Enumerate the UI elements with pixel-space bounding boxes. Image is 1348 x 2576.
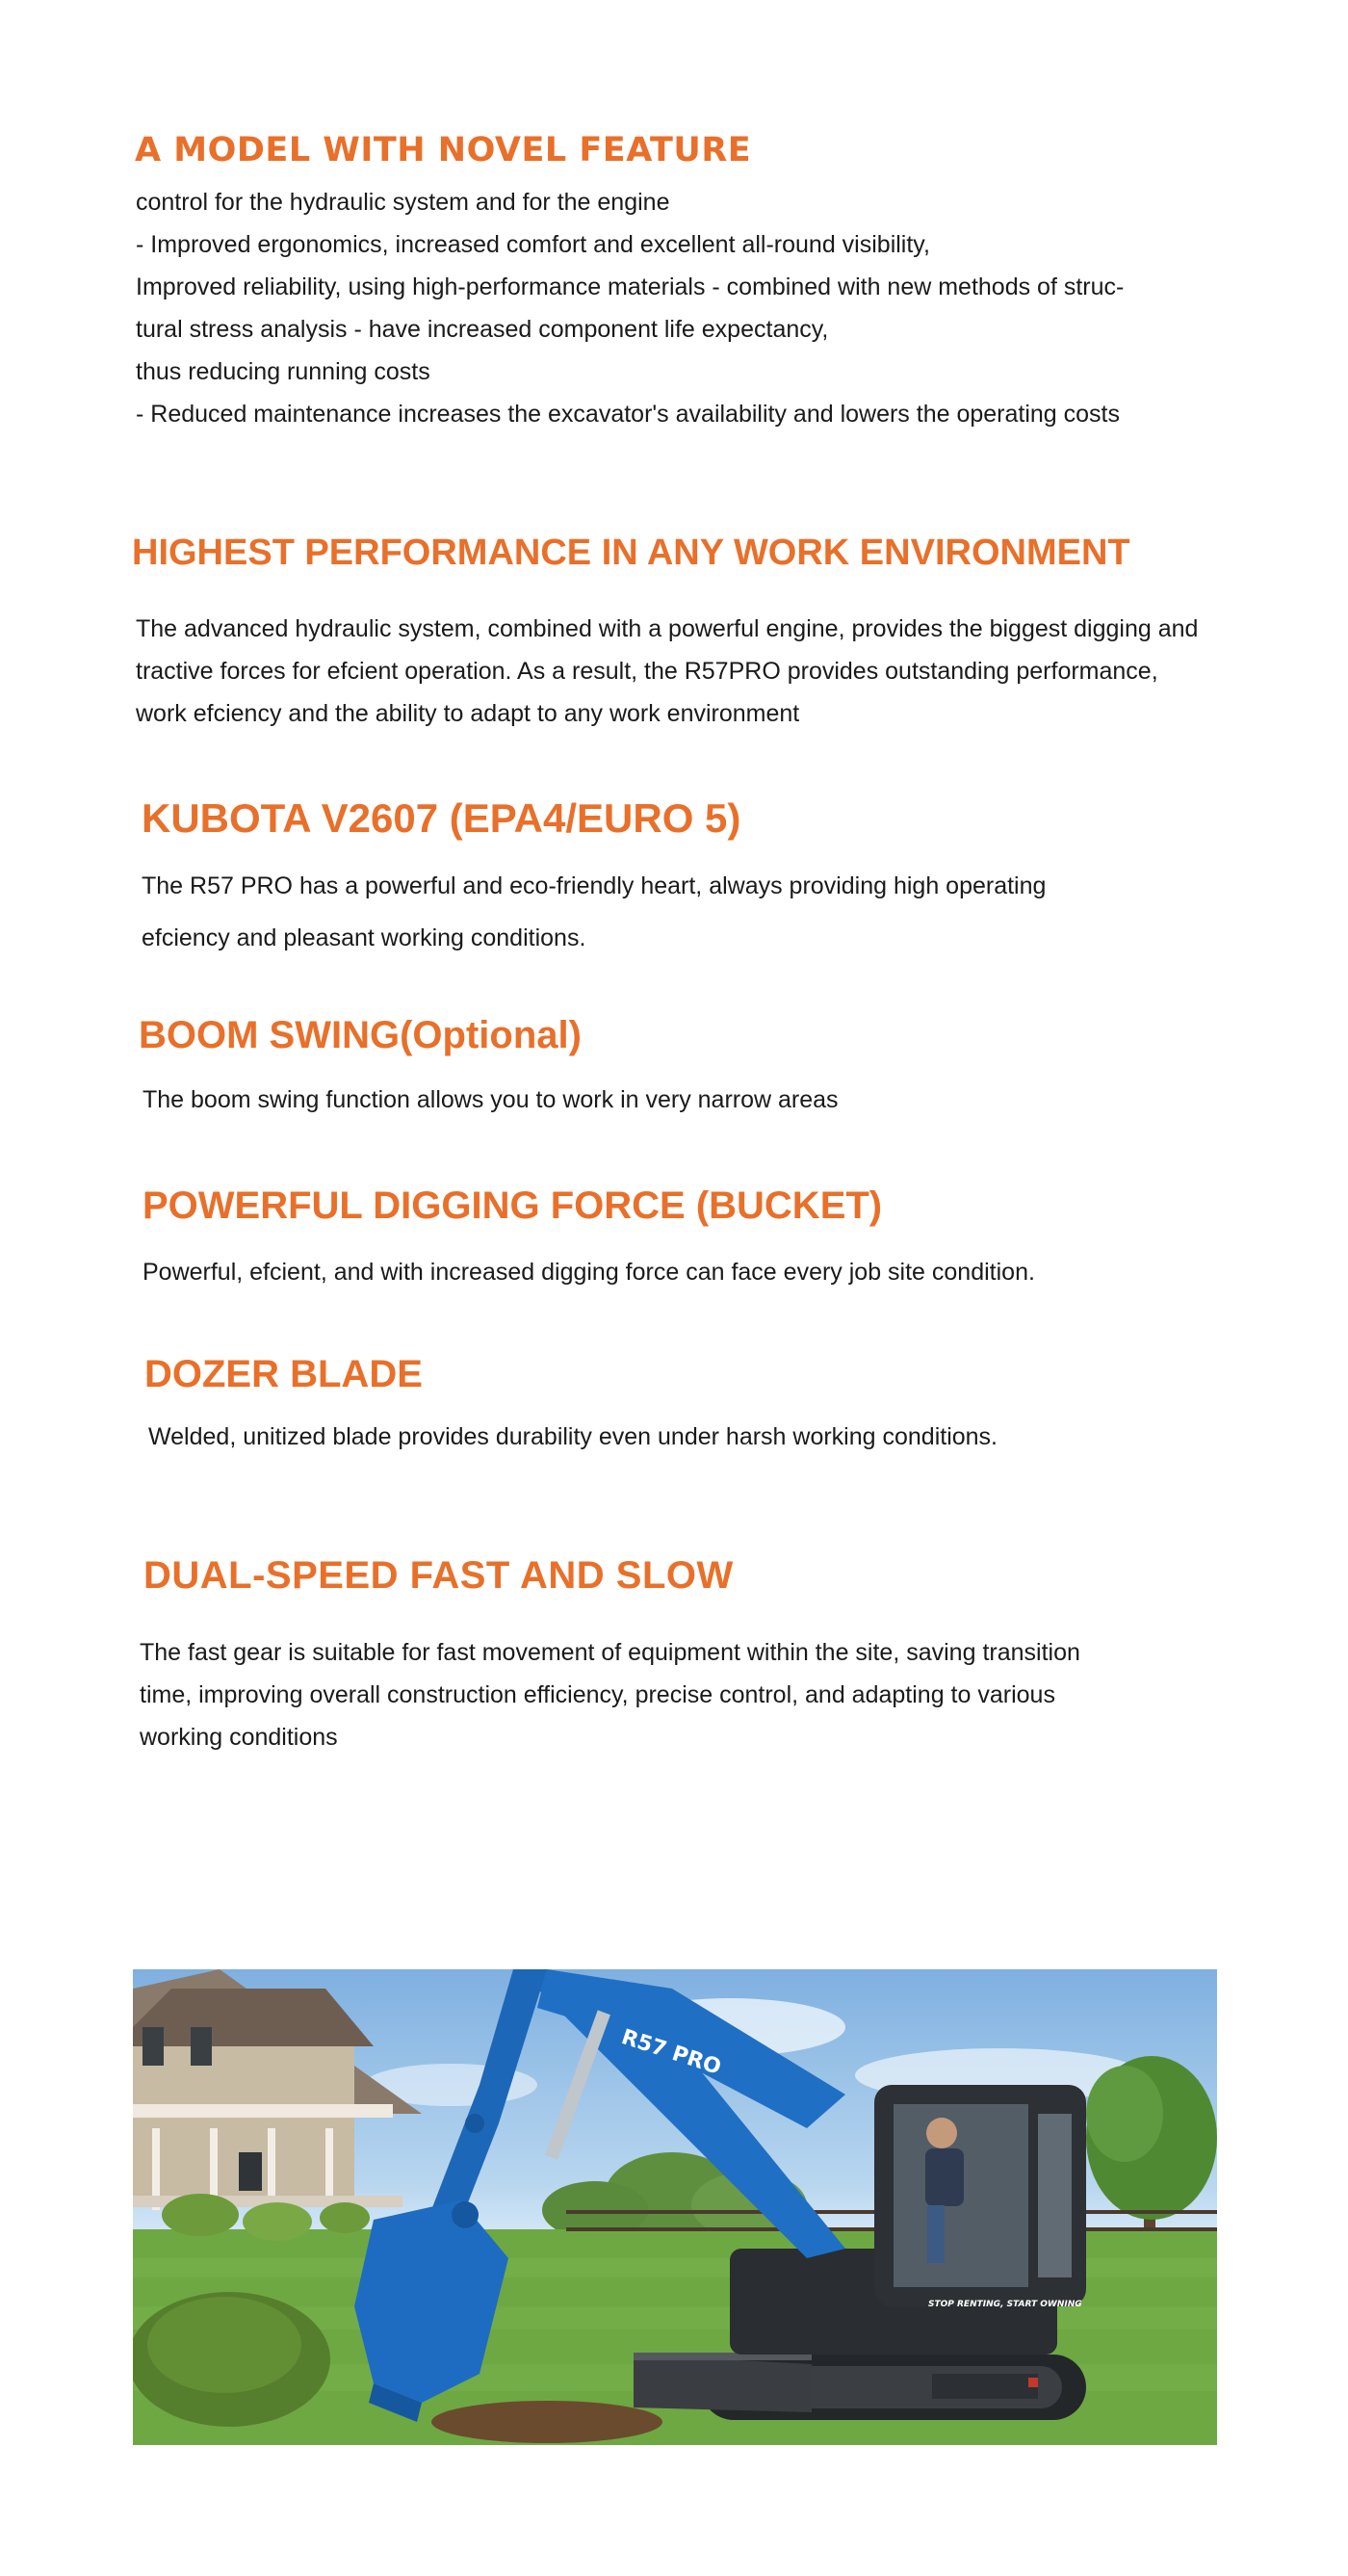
section-heading-boom-swing: BOOM SWING(Optional) <box>139 1014 582 1056</box>
section-heading-digging-force: POWERFUL DIGGING FORCE (BUCKET) <box>143 1184 883 1227</box>
text-line: working conditions <box>140 1724 338 1751</box>
text-line: work efciency and the ability to adapt to any work environment <box>136 700 800 727</box>
text-line: time, improving overall construction efficiency, precise control, and adapting to various <box>140 1681 1055 1708</box>
text-line: control for the hydraulic system and for the engine <box>136 189 670 216</box>
text-line: Improved reliability, using high-performance materials - combined with new methods of struc- <box>136 273 1125 300</box>
section-text-highest-performance <box>136 608 1198 735</box>
section-text-digging-force <box>143 1251 1035 1293</box>
text-line: - Reduced maintenance increases the excavator's availability and lowers the operating costs <box>136 401 1120 428</box>
section-heading-dual-speed: DUAL-SPEED FAST AND SLOW <box>143 1554 734 1597</box>
section-heading-novel-feature: A MODEL WITH NOVEL FEATURE <box>135 131 752 169</box>
text-line: Welded, unitized blade provides durability even under harsh working conditions. <box>148 1423 998 1450</box>
text-line: efciency and pleasant working conditions. <box>142 924 586 951</box>
boom-model-label: R57 PRO <box>618 2025 724 2080</box>
section-text-novel-feature <box>136 181 1124 435</box>
section-text-boom-swing <box>143 1079 839 1121</box>
text-line: tural stress analysis - have increased component life expectancy, <box>136 316 829 343</box>
excavator-photo <box>133 1969 1217 2445</box>
section-text-kubota-engine <box>142 860 1046 964</box>
section-heading-dozer-blade: DOZER BLADE <box>144 1353 423 1395</box>
section-text-dozer-blade <box>148 1416 998 1458</box>
text-line: The advanced hydraulic system, combined with a powerful engine, provides the biggest digging and <box>136 615 1199 642</box>
text-line: The boom swing function allows you to work in very narrow areas <box>143 1086 839 1113</box>
text-line: The fast gear is suitable for fast movement of equipment within the site, saving transition <box>140 1639 1080 1666</box>
text-line: thus reducing running costs <box>136 358 430 385</box>
section-text-dual-speed <box>140 1631 1080 1758</box>
text-line: - Improved ergonomics, increased comfort and excellent all-round visibility, <box>136 231 930 258</box>
machine-slogan: STOP RENTING, START OWNING <box>928 2300 1082 2309</box>
text-line: The R57 PRO has a powerful and eco-friendly heart, always providing high operating <box>142 872 1047 899</box>
section-heading-kubota-engine: KUBOTA V2607 (EPA4/EURO 5) <box>142 795 741 841</box>
text-line: tractive forces for efcient operation. As a result, the R57PRO provides outstanding performance, <box>136 658 1158 685</box>
text-line: Powerful, efcient, and with increased digging force can face every job site condition. <box>143 1259 1035 1286</box>
section-heading-highest-performance: HIGHEST PERFORMANCE IN ANY WORK ENVIRONMENT <box>132 533 1130 573</box>
